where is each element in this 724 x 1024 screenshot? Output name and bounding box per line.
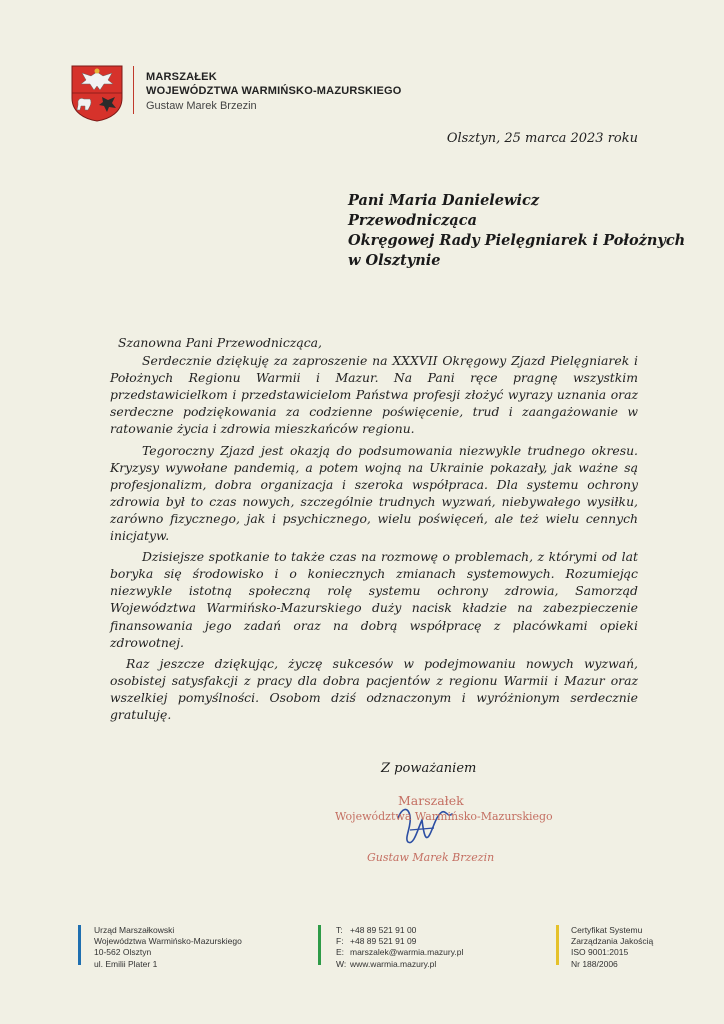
footer-fax	[336, 936, 463, 947]
footer-address	[94, 925, 242, 970]
website-value: www.warmia.mazury.pl	[350, 958, 437, 969]
fax-label: F:	[336, 936, 344, 947]
footer-address-line: Urząd Marszałkowski	[94, 925, 175, 935]
paragraph: Tegoroczny Zjazd jest okazją do podsumowania niezwykle trudnego okresu. Kryzysy wywołane pandemią, a potem wojną na Ukrainie pokazały, jak ważne są profesjonalizm, dobra organizacja i szeroka współpraca. Dla systemu ochrony zdrowia był to czas nowych, szczególnie trudnych wyzwań, niebywałego wysiłku, zarówno fizycznego, jak i psychicznego, wielu poświęceń, ale też wielu cennych inicjatyw.	[110, 442, 638, 544]
certificate-line: Nr 188/2006	[571, 958, 618, 969]
email-label: E:	[336, 947, 345, 958]
phone-value: +48 89 521 91 00	[350, 925, 417, 935]
footer-email	[336, 947, 463, 958]
stamp-title: Marszałek	[398, 793, 464, 808]
certificate-line: ISO 9001:2015	[571, 947, 629, 958]
footer-certificate	[571, 925, 653, 970]
recipient-city: w Olsztynie	[348, 252, 441, 269]
phone-label: T:	[336, 925, 343, 935]
letterhead-title: MARSZAŁEK	[146, 71, 217, 83]
coat-of-arms-icon	[70, 64, 124, 122]
letterhead-subtitle: WOJEWÓDZTWA WARMIŃSKO-MAZURSKIEGO	[146, 85, 402, 97]
footer-phone	[336, 925, 463, 936]
header-divider	[133, 66, 134, 114]
footer-address-line: Województwa Warmińsko-Mazurskiego	[94, 936, 242, 947]
footer-address-line: ul. Emilii Plater 1	[94, 958, 158, 969]
email-value: marszalek@warmia.mazury.pl	[350, 947, 464, 958]
recipient-block	[348, 191, 685, 271]
paragraph: Serdecznie dziękuję za zaproszenie na XXXVII Okręgowy Zjazd Pielęgniarek i Położnych Regionu Warmii i Mazur. Na Pani ręce pragnę wszystkim przedstawicielkom i przedstawicielom Państwa profesji złożyć wyrazy uznania oraz serdeczne podziękowania za codzienne poświęcenie, trud i zaangażowanie w ratowanie życia i zdrowia mieszkańców regionu.	[110, 353, 638, 437]
closing-phrase: Z poważaniem	[381, 761, 477, 776]
letter-body	[110, 334, 638, 727]
footer-bar-yellow	[556, 925, 559, 965]
stamp-office: Województwa Warmińsko-Mazurskiego	[335, 810, 553, 823]
fax-value: +48 89 521 91 09	[350, 936, 417, 947]
footer-address-line: 10-562 Olsztyn	[94, 947, 152, 958]
website-label: W:	[336, 958, 347, 969]
footer-bar-green	[318, 925, 321, 965]
recipient-organization: Okręgowej Rady Pielęgniarek i Położnych	[348, 232, 686, 249]
stamp-name: Gustaw Marek Brzezin	[367, 851, 495, 864]
footer-website	[336, 959, 463, 970]
footer-contact	[336, 925, 463, 970]
salutation: Szanowna Pani Przewodnicząca,	[118, 335, 322, 350]
paragraph: Dzisiejsze spotkanie to także czas na rozmowę o problemach, z którymi od lat boryka się środowisko i o koniecznych zmianach systemowych. Rozumiejąc niezwykle istotną społeczną rolę systemu ochrony zdrowia, Samorząd Województwa Warmińsko-Mazurskiego duży nacisk kładzie na zabezpieczenie finansowania jego zadań oraz na dobrą współpracę z placówkami opieki zdrowotnej.	[110, 549, 638, 650]
letter-date: Olsztyn, 25 marca 2023 roku	[446, 131, 638, 146]
paragraph: Raz jeszcze dziękując, życzę sukcesów w podejmowaniu nowych wyzwań, osobistej satysfakcji z pracy dla dobra pacjentów z regionu Warmii i Mazur oraz wszelkiej pomyślności. Osobom dziś odznaczonym i wyróżnionym serdecznie gratuluję.	[110, 655, 638, 722]
letterhead-name: Gustaw Marek Brzezin	[146, 100, 257, 112]
recipient-role: Przewodnicząca	[348, 212, 478, 229]
letterhead	[146, 70, 402, 114]
certificate-line: Zarządzania Jakością	[571, 936, 654, 947]
certificate-line: Certyfikat Systemu	[571, 925, 643, 935]
recipient-name: Pani Maria Danielewicz	[348, 192, 540, 209]
footer-bar-blue	[78, 925, 81, 965]
